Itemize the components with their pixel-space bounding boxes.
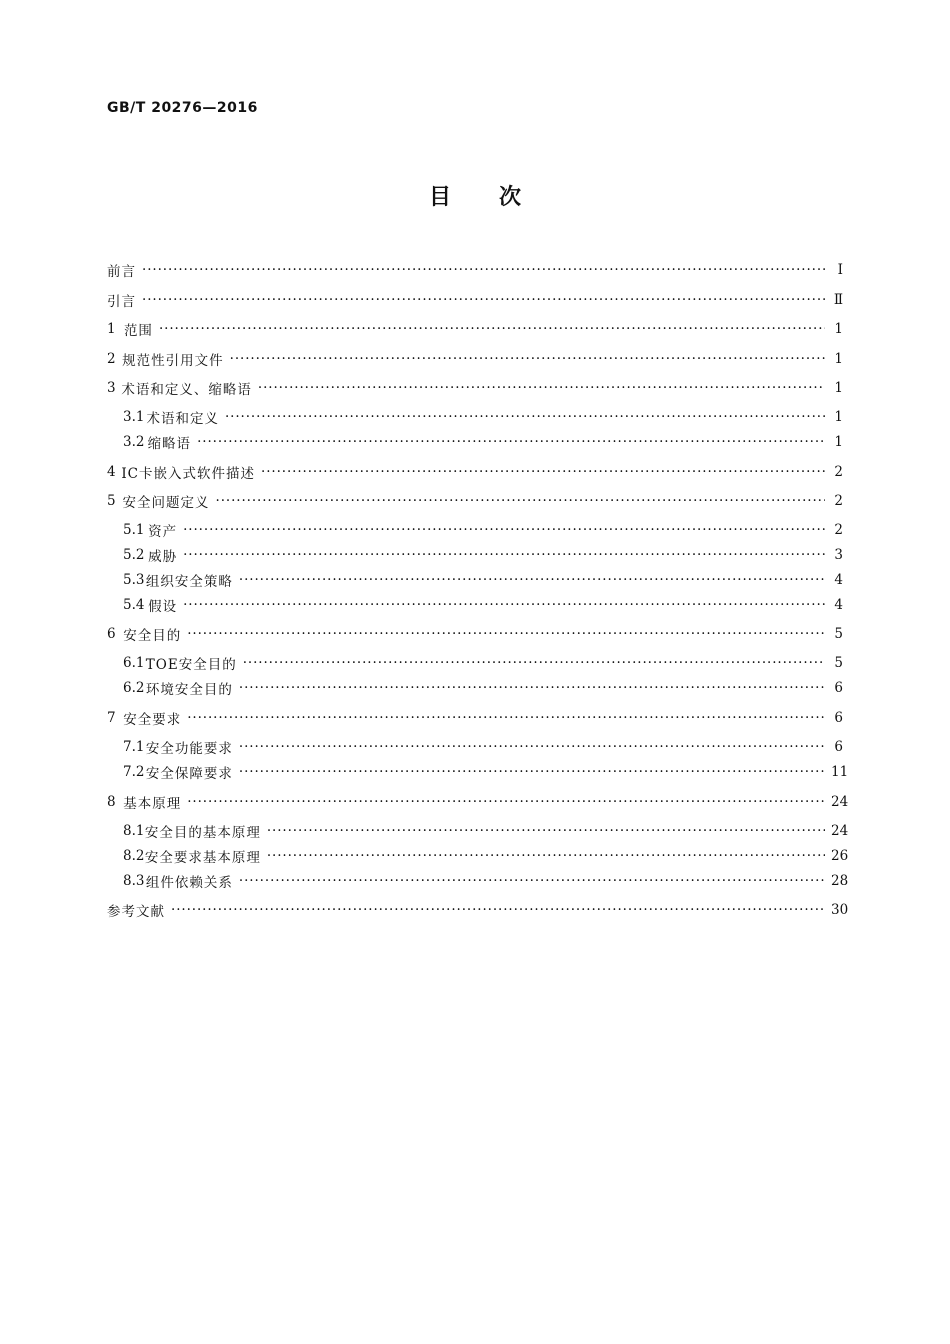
toc-entry[interactable] bbox=[107, 258, 843, 282]
toc-entry-page: 1 bbox=[834, 321, 843, 337]
toc-entry-number: 5.4 bbox=[123, 597, 145, 613]
toc-title-char-2: 次 bbox=[499, 185, 522, 210]
toc-entry-page: 6 bbox=[834, 680, 843, 696]
toc-entry-number: 8.3 bbox=[123, 873, 145, 889]
toc-entry-number: 7 bbox=[107, 710, 116, 726]
toc-entry[interactable] bbox=[107, 347, 843, 371]
toc-entry[interactable] bbox=[107, 430, 843, 454]
toc-entry-number: 1 bbox=[107, 321, 116, 337]
toc-entry-page: 26 bbox=[831, 848, 849, 864]
toc-leader-dots bbox=[216, 489, 826, 513]
toc-leader-dots bbox=[142, 288, 825, 312]
toc-entry-page: 4 bbox=[834, 572, 843, 588]
toc-leader-dots bbox=[239, 676, 825, 700]
toc-entry-label: 假设 bbox=[148, 599, 178, 615]
toc-entry-label: 安全目的基本原理 bbox=[144, 825, 261, 841]
toc-entry-label: 安全保障要求 bbox=[145, 766, 233, 782]
toc-entry[interactable] bbox=[107, 760, 849, 784]
standard-id: GB/T 20276—2016 bbox=[107, 100, 258, 116]
toc-entry-number: 4 bbox=[107, 464, 116, 480]
toc-entry-page: 1 bbox=[834, 351, 843, 367]
toc-entry-page: 3 bbox=[834, 547, 843, 563]
toc-leader-dots bbox=[261, 460, 825, 484]
toc-leader-dots bbox=[183, 543, 825, 567]
toc-entry-number: 5 bbox=[107, 493, 116, 509]
toc-entry-number: 7.2 bbox=[123, 764, 145, 780]
toc-entry[interactable] bbox=[107, 651, 843, 675]
toc-leader-dots bbox=[267, 844, 825, 868]
toc-entry-label: 参考文献 bbox=[107, 904, 165, 920]
toc-entry[interactable] bbox=[107, 405, 843, 429]
toc-entry-number: 5.1 bbox=[123, 522, 145, 538]
toc-entry-label: 术语和定义 bbox=[146, 411, 219, 427]
toc-entry-number: 8.2 bbox=[123, 848, 145, 864]
toc-leader-dots bbox=[258, 376, 825, 400]
toc-entry-page: 28 bbox=[831, 873, 849, 889]
toc-entry[interactable] bbox=[107, 790, 849, 814]
toc-entry-page: 11 bbox=[831, 764, 849, 780]
toc-entry-page: 2 bbox=[834, 493, 843, 509]
toc-entry-label: 组件依赖关系 bbox=[145, 875, 233, 891]
toc-entry[interactable] bbox=[107, 460, 843, 484]
toc-entry-page: 5 bbox=[834, 655, 843, 671]
toc-entry[interactable] bbox=[107, 489, 843, 513]
toc-leader-dots bbox=[230, 347, 825, 371]
toc-leader-dots bbox=[171, 898, 825, 922]
toc-entry[interactable] bbox=[107, 376, 843, 400]
toc-entry[interactable] bbox=[107, 288, 843, 312]
toc-entry-label: 安全问题定义 bbox=[122, 495, 210, 511]
toc-leader-dots bbox=[187, 706, 825, 730]
toc-entry-label: 资产 bbox=[148, 524, 178, 540]
toc-entry[interactable] bbox=[107, 622, 843, 646]
toc-entry-label: 引言 bbox=[107, 294, 136, 310]
toc-leader-dots bbox=[159, 317, 825, 341]
toc-leader-dots bbox=[187, 622, 825, 646]
toc-entry-number: 8 bbox=[107, 794, 116, 810]
toc-leader-dots bbox=[243, 651, 825, 675]
toc-entry-number: 2 bbox=[107, 351, 116, 367]
toc-entry[interactable] bbox=[107, 844, 849, 868]
toc-entry-number: 6.1 bbox=[123, 655, 145, 671]
toc-entry-label: 基本原理 bbox=[123, 796, 182, 812]
toc-entry-page: 2 bbox=[834, 522, 843, 538]
toc-entry-label: 组织安全策略 bbox=[145, 574, 233, 590]
toc-entry[interactable] bbox=[107, 543, 843, 567]
toc-entry-number: 3.2 bbox=[123, 434, 145, 450]
toc-entry-page: 6 bbox=[834, 710, 843, 726]
toc-entry[interactable] bbox=[107, 317, 843, 341]
toc-entry-label: 安全要求基本原理 bbox=[144, 850, 261, 866]
toc-entry-number: 7.1 bbox=[123, 739, 145, 755]
toc-entry[interactable] bbox=[107, 819, 849, 843]
toc-entry-label: TOE安全目的 bbox=[145, 657, 237, 673]
toc-entry-page: 1 bbox=[834, 380, 843, 396]
toc-entry-number: 6 bbox=[107, 626, 116, 642]
toc-entry[interactable] bbox=[107, 518, 843, 542]
toc-entry-label: 前言 bbox=[107, 264, 136, 280]
toc-leader-dots bbox=[142, 258, 825, 282]
toc-leader-dots bbox=[239, 568, 825, 592]
toc-title bbox=[0, 180, 950, 211]
toc-entry[interactable] bbox=[107, 676, 843, 700]
toc-entry-label: 安全功能要求 bbox=[145, 741, 233, 757]
toc-entry[interactable] bbox=[107, 706, 843, 730]
toc-entry-number: 5.2 bbox=[123, 547, 145, 563]
toc-entry-page: 6 bbox=[834, 739, 843, 755]
toc-entry[interactable] bbox=[107, 869, 849, 893]
toc-leader-dots bbox=[239, 735, 825, 759]
toc-entry-label: 威胁 bbox=[148, 549, 178, 565]
toc-entry-page: 30 bbox=[831, 902, 849, 918]
toc-leader-dots bbox=[197, 430, 825, 454]
toc-entry-page: 1 bbox=[834, 409, 843, 425]
toc-entry-page: 2 bbox=[834, 464, 843, 480]
toc-leader-dots bbox=[267, 819, 825, 843]
toc-entry-label: 规范性引用文件 bbox=[122, 353, 224, 369]
toc-entry-number: 5.3 bbox=[123, 572, 145, 588]
toc-entry-number: 6.2 bbox=[123, 680, 145, 696]
toc-entry-label: 安全要求 bbox=[123, 712, 182, 728]
toc-entry-number: 8.1 bbox=[123, 823, 145, 839]
toc-leader-dots bbox=[187, 790, 825, 814]
toc-entry-page: Ⅱ bbox=[833, 292, 843, 308]
toc-entry-page: 1 bbox=[834, 434, 843, 450]
toc-entry-page: Ⅰ bbox=[837, 262, 843, 278]
toc-title-char-1: 目 bbox=[428, 185, 451, 210]
toc-leader-dots bbox=[225, 405, 825, 429]
toc-entry-label: 缩略语 bbox=[147, 436, 192, 452]
toc-entry[interactable] bbox=[107, 568, 843, 592]
toc-entry-label: 范围 bbox=[123, 323, 153, 339]
toc-entry-number: 3 bbox=[107, 380, 116, 396]
toc-entry-label: 术语和定义、缩略语 bbox=[121, 382, 252, 398]
toc-entry-label: 安全目的 bbox=[123, 628, 182, 644]
toc-entry-label: 环境安全目的 bbox=[145, 682, 233, 698]
toc-entry[interactable] bbox=[107, 898, 849, 922]
toc-leader-dots bbox=[239, 869, 825, 893]
toc-leader-dots bbox=[239, 760, 825, 784]
toc-entry-label: IC卡嵌入式软件描述 bbox=[121, 466, 256, 482]
toc-entry-page: 24 bbox=[831, 823, 849, 839]
toc-leader-dots bbox=[183, 518, 825, 542]
toc-entry-page: 4 bbox=[834, 597, 843, 613]
toc-entry-number: 3.1 bbox=[123, 409, 145, 425]
toc-entry[interactable] bbox=[107, 735, 843, 759]
toc-leader-dots bbox=[183, 593, 825, 617]
toc-entry-page: 5 bbox=[834, 626, 843, 642]
toc-entry[interactable] bbox=[107, 593, 843, 617]
toc-entry-page: 24 bbox=[831, 794, 849, 810]
